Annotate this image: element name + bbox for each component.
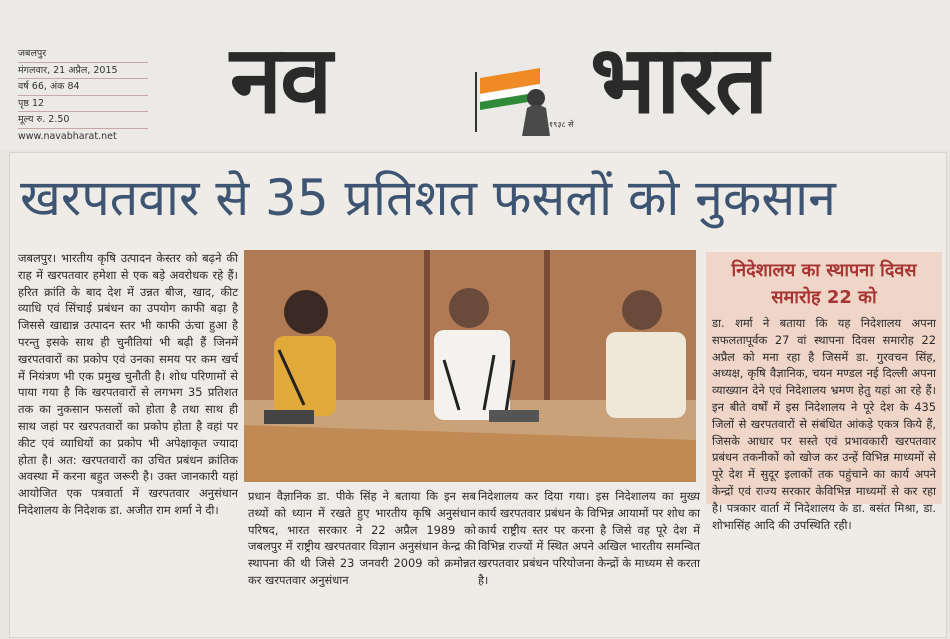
masthead	[0, 0, 950, 150]
article-column-1: जबलपुर। भारतीय कृषि उत्पादन केस्तर को बढ़ने की राह में खरपतवार हमेशा से एक बड़े अवरोधक रहे हैं। हरित क्रांति के बाद देश में उन्नत बीज, खाद, कीट व्याधि एवं सिंचाई प्रबंधन का उपयोग काफी बढ़ा है जिससे खाद्यान्न उत्पादन स्तर भी काफी ऊंचा हुआ है परन्तु इसके साथ ही चुनौतियां भी बढ़ी हैं जिनमें खरपतवारों का प्रकोप एवं उनका समय पर कम खर्च में नियंत्रण भी एक प्रमुख चुनौती है। शोध परिणामों से पाया गया है कि खरपतवारों से लगभग 35 प्रतिशत तक का नुकसान फसलों को होता है तथा साथ ही साथ जहां पर खरपतवारों का प्रकोप होता है वहां पर कीट एवं व्याधियों का प्रकोप भी अपेक्षाकृत ज्यादा होता है। अत: खरपतवारों का उचित प्रबंधन क्रांतिक अवस्था में करना बहुत जरूरी है। उक्त जानकारी यहां आयोजित एक पत्रवार्ता में खरपतवार अनुसंधान निदेशालय के निदेशक डा. अजीत राम शर्मा ने दी।	[18, 251, 238, 517]
article-column-3: निदेशालय कर दिया गया। इस निदेशालय का मुख्य कार्य खरपतवार प्रबंधन के विभिन्न आयामों पर शोध का कार्य राष्ट्रीय स्तर पर करना है जिसे वह पूरे देश में विभिन्न राज्यों में स्थित अपने अखिल भारतीय समन्वित खरपतवार प्रबंधन परियोजना केन्द्रों के माध्यम से करता है।	[478, 489, 700, 587]
edition-volume: वर्ष 66, अंक 84	[18, 79, 148, 96]
sidebar-headline: निदेशालय का स्थापना दिवस समारोह 22 को	[731, 260, 917, 308]
edition-price: मूल्य रु. 2.50	[18, 112, 148, 129]
edition-city: जबलपुर	[18, 46, 148, 63]
edition-info	[18, 46, 148, 144]
press-conference-photo	[244, 250, 696, 482]
article-column-2: प्रधान वैज्ञानिक डा. पीके सिंह ने बताया कि इन सब तथ्यों को ध्यान में रखते हुए भारतीय कृषि अनुसंधान परिषद, भारत सरकार ने 22 अप्रैल 1989 को जबलपुर में राष्ट्रीय खरपतवार विज्ञान अनुसंधान केन्द्र की स्थापना की थी जिसे 23 जनवरी 2009 को क्रमोन्नत कर खरपतवार अनुसंधान	[248, 489, 476, 587]
photo-illustration	[244, 250, 696, 482]
article-column-4: डा. शर्मा ने बताया कि यह निदेशालय अपना सफलतापूर्वक 27 वां स्थापना दिवस समारोह 22 अप्रैल को मना रहा है जिसमें डा. गुरवचन सिंह, अध्यक्ष, कृषि वैज्ञानिक, चयन मण्डल नई दिल्ली अपना व्याख्यान देने एवं निदेशालय भ्रमण हेतु यहां आ रहे हैं। इन बीते वर्षों में इस निदेशालय ने पूरे देश के 435 जिलों से खरपतवारों से संबंधित आंकड़े एकत्र किये हैं, जिसके आधार पर सस्ते एवं प्रभावकारी खरपतवार प्रबंधन तकनीकों को खोज कर उन्हें विभिन्न माध्यमों से पूरे देश में सुदूर इलाकों तक पहुंचाने का कार्य अपने केन्द्रों एवं राज्य सरकार केविभिन्न माध्यमों से कर रहा है। पत्रकार वार्ता में निदेशालय के डा. बसंत मिश्रा, डा. शोभासिंह आदि की उपस्थिति रही।	[712, 316, 936, 532]
edition-date: मंगलवार, 21 अप्रैल, 2015	[18, 63, 148, 80]
logo-text-nav: नव	[230, 26, 331, 135]
emblem-since: १९३८ से	[549, 120, 574, 129]
article-headline: खरपतवार से 35 प्रतिशत फसलों को नुकसान	[20, 169, 836, 227]
edition-website: www.navabharat.net	[18, 130, 117, 142]
edition-pages: पृष्ठ 12	[18, 96, 148, 113]
logo-text-bharat: भारत	[590, 26, 767, 135]
